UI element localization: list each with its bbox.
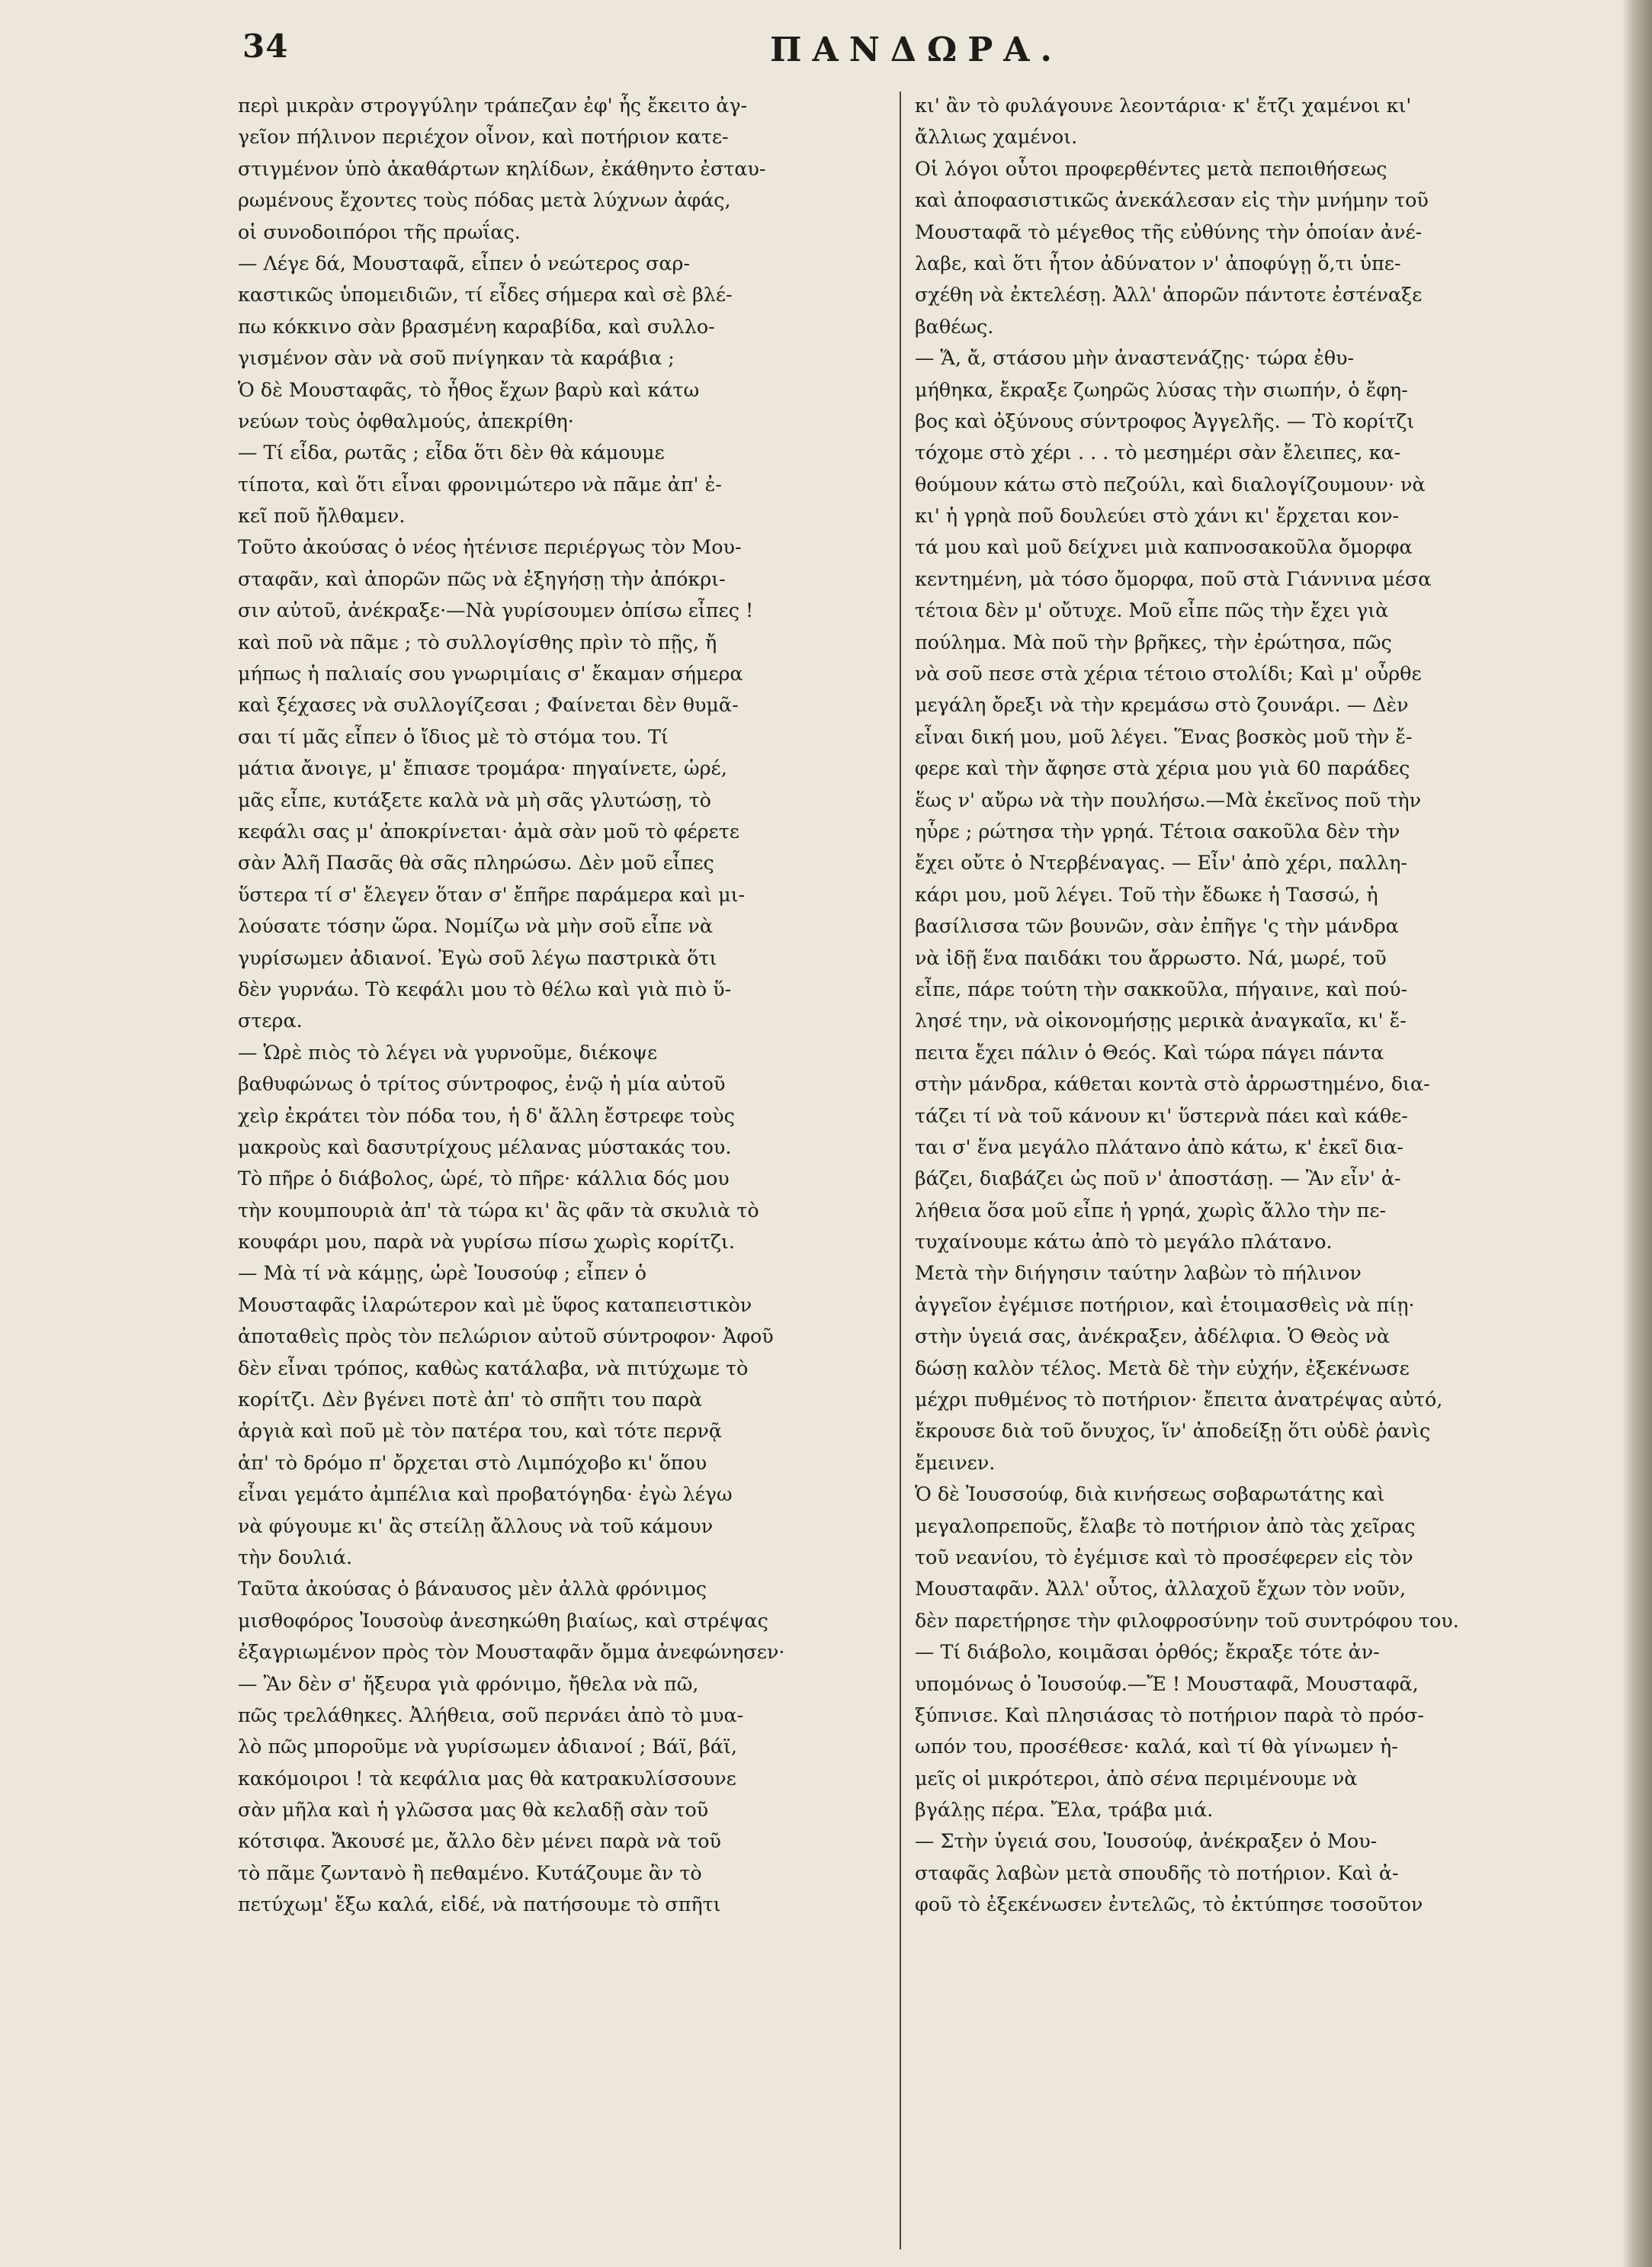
text-line: πῶς τρελάθηκες. Ἀλήθεια, σοῦ περνάει ἀπὸ τὸ μυα- bbox=[238, 1703, 744, 1726]
text-line: καὶ ποῦ νὰ πᾶμε ; τὸ συλλογίσθης πρὶν τὸ πῇς, ἤ bbox=[238, 630, 717, 653]
text-line: τέτοια δὲν μ' οὔτυχε. Μοῦ εἶπε πῶς τὴν ἔχει γιὰ bbox=[915, 599, 1389, 622]
text-line: εἶναι δική μου, μοῦ λέγει. Ἕνας βοσκὸς μοῦ τὴν ἔ- bbox=[915, 724, 1413, 748]
text-line: σαι τί μᾶς εἶπεν ὁ ἴδιος μὲ τὸ στόμα του. Τί bbox=[238, 724, 669, 748]
text-line: τόχομε στὸ χέρι . . . τὸ μεσημέρι σὰν ἔλειπες, κα- bbox=[915, 441, 1401, 464]
text-line: τὴν κουμπουριὰ ἀπ' τὰ τώρα κι' ἂς φᾶν τὰ σκυλιὰ τὸ bbox=[238, 1198, 759, 1222]
text-line: εἶναι γεμάτο ἀμπέλια καὶ προβατόγηδα· ἐγὼ λέγω bbox=[238, 1482, 733, 1506]
text-line: σχέθη νὰ ἐκτελέσῃ. Ἀλλ' ἀπορῶν πάντοτε ἐστέναξε bbox=[915, 283, 1423, 307]
text-line: λὸ πῶς μποροῦμε νὰ γυρίσωμεν ἀδιανοί ; Βάϊ, βάϊ, bbox=[238, 1735, 737, 1758]
text-line: καὶ ξέχασες νὰ συλλογίζεσαι ; Φαίνεται δὲν θυμᾶ- bbox=[238, 693, 739, 717]
text-line: — Τί εἶδα, ρωτᾶς ; εἶδα ὅτι δὲν θὰ κάμουμε bbox=[238, 441, 665, 464]
text-line: σιν αὐτοῦ, ἀνέκραξε·—Νὰ γυρίσουμεν ὀπίσω εἶπες ! bbox=[238, 599, 754, 622]
text-line: κεντημένη, μὰ τόσο ὄμορφα, ποῦ στὰ Γιάννινα μέσα bbox=[915, 567, 1432, 590]
running-head-title: ΠΑΝΔΩΡΑ. bbox=[770, 31, 1063, 69]
text-line: ἐξαγριωμένον πρὸς τὸν Μουσταφᾶν ὄμμα ἀνεφώνησεν· bbox=[238, 1640, 785, 1664]
page-edge-shadow bbox=[1622, 0, 1652, 2267]
text-line: γισμένον σὰν νὰ σοῦ πνίγηκαν τὰ καράβια ; bbox=[238, 346, 675, 370]
text-line: περὶ μικρὰν στρογγύλην τράπεζαν ἐφ' ἧς ἔκειτο ἀγ- bbox=[238, 94, 748, 117]
text-line: γεῖον πήλινον περιέχον οἶνον, καὶ ποτήριον κατε- bbox=[238, 125, 729, 149]
text-line: μᾶς εἶπε, κυτάξετε καλὰ νὰ μὴ σᾶς γλυτώσῃ, τὸ bbox=[238, 788, 711, 811]
text-line: στὴν μάνδρα, κάθεται κοντὰ στὸ ἀρρωστημένο, δια- bbox=[915, 1072, 1430, 1096]
text-line: — Ἂν δὲν σ' ἤξευρα γιὰ φρόνιμο, ἤθελα νὰ πῶ, bbox=[238, 1671, 699, 1695]
text-line: — Λέγε δά, Μουσταφᾶ, εἶπεν ὁ νεώτερος σαρ- bbox=[238, 251, 691, 275]
text-line: ἀπ' τὸ δρόμο π' ὄρχεται στὸ Λιμπόχοβο κι' ὅπου bbox=[238, 1450, 707, 1474]
text-line: ἔκρουσε διὰ τοῦ ὄνυχος, ἵν' ἀποδείξῃ ὅτι οὐδὲ ῥανὶς bbox=[915, 1419, 1431, 1443]
text-line: τίποτα, καὶ ὅτι εἶναι φρονιμώτερο νὰ πᾶμε ἀπ' ἐ- bbox=[238, 472, 722, 496]
text-line: ἔχει οὔτε ὁ Ντερβέναγας. — Εἶν' ἀπὸ χέρι, παλλη- bbox=[915, 851, 1407, 875]
text-line: στὴν ὑγειά σας, ἀνέκραξεν, ἀδέλφια. Ὁ Θεὸς νὰ bbox=[915, 1325, 1390, 1348]
column-divider bbox=[900, 92, 901, 2249]
text-line: ρωμένους ἔχοντες τοὺς πόδας μετὰ λύχνων ἀφάς, bbox=[238, 188, 731, 212]
text-line: μέχρι πυθμένος τὸ ποτήριον· ἔπειτα ἀνατρέψας αὐτό, bbox=[915, 1388, 1443, 1411]
text-line: λησέ την, νὰ οἰκονομήσῃς μερικὰ ἀναγκαῖα, κι' ἔ- bbox=[915, 1009, 1407, 1032]
text-line: φερε καὶ τὴν ἄφησε στὰ χέρια μου γιὰ 60 παράδες bbox=[915, 756, 1410, 780]
text-line: δώσῃ καλὸν τέλος. Μετὰ δὲ τὴν εὐχήν, ἐξεκένωσε bbox=[915, 1356, 1410, 1379]
text-line: λαβε, καὶ ὅτι ἦτον ἀδύνατον ν' ἀποφύγῃ ὅ,τι ὑπε- bbox=[915, 251, 1401, 275]
text-line: ται σ' ἕνα μεγάλο πλάτανο ἀπὸ κάτω, κ' ἐκεῖ δια- bbox=[915, 1135, 1403, 1158]
text-line: ὕστερα τί σ' ἔλεγεν ὅταν σ' ἔπῆρε παράμερα καὶ μι- bbox=[238, 882, 746, 906]
text-line: ἔμεινεν. bbox=[915, 1450, 996, 1474]
left-column bbox=[238, 90, 888, 1921]
text-line: πειτα ἔχει πάλιν ὁ Θεός. Καὶ τώρα πάγει πάντα bbox=[915, 1040, 1384, 1064]
text-line: κεῖ ποῦ ἤλθαμεν. bbox=[238, 504, 406, 528]
text-line: τά μου καὶ μοῦ δείχνει μιὰ καπνοσακοῦλα ὄμορφα bbox=[915, 535, 1413, 559]
page-number: 34 bbox=[242, 27, 289, 65]
text-line: τοῦ νεανίου, τὸ ἐγέμισε καὶ τὸ προσέφερεν εἰς τὸν bbox=[915, 1545, 1413, 1569]
text-line: ἀγγεῖον ἐγέμισε ποτήριον, καὶ ἑτοιμασθεὶς νὰ πίῃ· bbox=[915, 1292, 1415, 1316]
text-line: κι' ἡ γρηὰ ποῦ δουλεύει στὸ χάνι κι' ἔρχεται κον- bbox=[915, 504, 1400, 528]
text-line: Μουσταφᾶν. Ἀλλ' οὗτος, ἀλλαχοῦ ἔχων τὸν νοῦν, bbox=[915, 1577, 1407, 1601]
text-line: Τὸ πῆρε ὁ διάβολος, ὡρέ, τὸ πῆρε· κάλλια δός μου bbox=[238, 1167, 730, 1190]
text-line: εἶπε, πάρε τούτη τὴν σακκοῦλα, πήγαινε, καὶ πού- bbox=[915, 977, 1408, 1000]
text-line: — Μὰ τί νὰ κάμῃς, ὡρὲ Ἰουσούφ ; εἶπεν ὁ bbox=[238, 1261, 647, 1285]
text-line: στερα. bbox=[238, 1009, 303, 1032]
text-line: κεφάλι σας μ' ἀποκρίνεται· ἀμὰ σὰν μοῦ τὸ φέρετε bbox=[238, 819, 739, 843]
text-line: βάζει, διαβάζει ὡς ποῦ ν' ἀποστάσῃ. — Ἂν εἶν' ἀ- bbox=[915, 1167, 1401, 1190]
text-line: βασίλισσα τῶν βουνῶν, σὰν ἐπῆγε 'ς τὴν μάνδρα bbox=[915, 914, 1399, 938]
text-line: μάτια ἄνοιγε, μ' ἔπιασε τρομάρα· πηγαίνετε, ὡρέ, bbox=[238, 756, 727, 780]
text-line: μήπως ἡ παλιαίς σου γνωριμίαις σ' ἔκαμαν σήμερα bbox=[238, 662, 743, 686]
text-line: βγάλῃς πέρα. Ἔλα, τράβα μιά. bbox=[915, 1798, 1214, 1822]
text-line: υπομόνως ὁ Ἰουσούφ.—Ἔ ! Μουσταφᾶ, Μουσταφᾶ, bbox=[915, 1671, 1419, 1695]
text-line: ἀποταθεὶς πρὸς τὸν πελώριον αὐτοῦ σύντροφον· Ἀφοῦ bbox=[238, 1325, 774, 1348]
text-line: Μετὰ τὴν διήγησιν ταύτην λαβὼν τὸ πήλινον bbox=[915, 1261, 1362, 1285]
text-line: Τοῦτο ἀκούσας ὁ νέος ἠτένισε περιέργως τὸν Μου- bbox=[238, 535, 742, 559]
text-line: νὰ φύγουμε κι' ἂς στείλῃ ἄλλους νὰ τοῦ κάμουν bbox=[238, 1514, 714, 1537]
text-line: μήθηκα, ἔκραξε ζωηρῶς λύσας τὴν σιωπήν, ὁ ἔφη- bbox=[915, 377, 1408, 401]
text-line: σὰν μῆλα καὶ ἡ γλῶσσα μας θὰ κελαδῇ σὰν τοῦ bbox=[238, 1798, 709, 1822]
text-line: τὸ πᾶμε ζωντανὸ ἢ πεθαμένο. Κυτάζουμε ἂν τὸ bbox=[238, 1861, 702, 1884]
text-line: Ὁ δὲ Ἰουσσούφ, διὰ κινήσεως σοβαρωτάτης καὶ bbox=[915, 1482, 1385, 1506]
text-line: σὰν Ἀλῆ Πασᾶς θὰ σᾶς πληρώσω. Δὲν μοῦ εἶπες bbox=[238, 851, 714, 875]
text-line: οἱ συνοδοιπόροι τῆς πρωΐας. bbox=[238, 220, 521, 243]
text-line: — Ὡρὲ πιὸς τὸ λέγει νὰ γυρνοῦμε, διέκοψε bbox=[238, 1040, 658, 1064]
text-line: ἕως ν' αὔρω νὰ τὴν πουλήσω.—Μὰ ἐκεῖνος ποῦ τὴν bbox=[915, 788, 1422, 811]
text-line: λήθεια ὅσα μοῦ εἶπε ἡ γρηά, χωρὶς ἄλλο τὴν πε- bbox=[915, 1198, 1387, 1222]
text-line: πετύχωμ' ἔξω καλά, εἰδέ, νὰ πατήσουμε τὸ σπῆτι bbox=[238, 1893, 721, 1916]
text-line: βαθέως. bbox=[915, 314, 994, 338]
text-line: — Τί διάβολο, κοιμᾶσαι ὀρθός; ἔκραξε τότε ἀν- bbox=[915, 1640, 1380, 1664]
text-line: δὲν παρετήρησε τὴν φιλοφροσύνην τοῦ συντρόφου του. bbox=[915, 1608, 1459, 1632]
text-line: πούλημα. Μὰ ποῦ τὴν βρῆκες, τὴν ἐρώτησα, πῶς bbox=[915, 630, 1392, 653]
text-line: κουφάρι μου, παρὰ νὰ γυρίσω πίσω χωρὶς κορίτζι. bbox=[238, 1230, 735, 1254]
text-line: ξύπνισε. Καὶ πλησιάσας τὸ ποτήριον παρὰ τὸ πρόσ- bbox=[915, 1703, 1424, 1726]
text-line: κορίτζι. Δὲν βγένει ποτὲ ἀπ' τὸ σπῆτι του παρὰ bbox=[238, 1388, 703, 1411]
text-line: θούμουν κάτω στὸ πεζούλι, καὶ διαλογίζουμουν· νὰ bbox=[915, 472, 1426, 496]
text-line: λούσατε τόσην ὥρα. Νομίζω νὰ μὴν σοῦ εἶπε νὰ bbox=[238, 914, 713, 938]
text-line: σταφᾶς λαβὼν μετὰ σπουδῆς τὸ ποτήριον. Καὶ ἀ- bbox=[915, 1861, 1399, 1884]
text-line: Οἱ λόγοι οὗτοι προφερθέντες μετὰ πεποιθήσεως bbox=[915, 156, 1387, 180]
right-column bbox=[915, 90, 1570, 1921]
text-line: κάρι μου, μοῦ λέγει. Τοῦ τὴν ἔδωκε ἡ Τασσώ, ἡ bbox=[915, 882, 1378, 906]
text-line: τάζει τί νὰ τοῦ κάνουν κι' ὕστερνὰ πάει καὶ κάθε- bbox=[915, 1103, 1408, 1127]
text-line: βος καὶ ὀξύνους σύντροφος Ἀγγελῆς. — Τὸ κορίτζι bbox=[915, 409, 1415, 432]
text-line: νὰ ἰδῇ ἕνα παιδάκι του ἄρρωστο. Νά, μωρέ, τοῦ bbox=[915, 946, 1387, 969]
text-line: καστικῶς ὑπομειδιῶν, τί εἶδες σήμερα καὶ σὲ βλέ- bbox=[238, 283, 733, 307]
text-line: κακόμοιροι ! τὰ κεφάλια μας θὰ κατρακυλίσσουνε bbox=[238, 1766, 736, 1790]
text-line: χεὶρ ἐκράτει τὸν πόδα του, ἡ δ' ἄλλη ἔστρεφε τοὺς bbox=[238, 1103, 735, 1127]
text-line: ἀργιὰ καὶ ποῦ μὲ τὸν πατέρα του, καὶ τότε περνᾷ bbox=[238, 1419, 723, 1443]
text-line: ἄλλιως χαμένοι. bbox=[915, 125, 1078, 149]
text-line: μεγάλη ὄρεξι νὰ τὴν κρεμάσω στὸ ζουνάρι. — Δὲν bbox=[915, 693, 1409, 717]
text-line: δὲν γυρνάω. Τὸ κεφάλι μου τὸ θέλω καὶ γιὰ πιὸ ὕ- bbox=[238, 977, 732, 1000]
text-line: τὴν δουλιά. bbox=[238, 1545, 353, 1569]
text-line: Ὁ δὲ Μουσταφᾶς, τὸ ἦθος ἔχων βαρὺ καὶ κάτω bbox=[238, 377, 700, 401]
text-line: νεύων τοὺς ὀφθαλμούς, ἀπεκρίθη· bbox=[238, 409, 574, 432]
text-line: γυρίσωμεν ἀδιανοί. Ἐγὼ σοῦ λέγω παστρικὰ ὅτι bbox=[238, 946, 717, 969]
text-line: Μουσταφᾶ τὸ μέγεθος τῆς εὐθύνης τὴν ὁποίαν ἀνέ- bbox=[915, 220, 1423, 243]
text-line: — Στὴν ὑγειά σου, Ἰουσούφ, ἀνέκραξεν ὁ Μου- bbox=[915, 1829, 1378, 1853]
text-line: μισθοφόρος Ἰουσοὺφ ἀνεσηκώθη βιαίως, καὶ στρέψας bbox=[238, 1608, 768, 1632]
text-line: — Ἅ, ἄ, στάσου μὴν ἀναστενάζῃς· τώρα ἐθυ- bbox=[915, 346, 1355, 370]
text-line: στιγμένον ὑπὸ ἀκαθάρτων κηλίδων, ἐκάθηντο ἐσταυ- bbox=[238, 156, 766, 180]
text-line: κι' ἂν τὸ φυλάγουνε λεοντάρια· κ' ἔτζι χαμένοι κι' bbox=[915, 94, 1412, 117]
text-line: Μουσταφᾶς ἱλαρώτερον καὶ μὲ ὕφος καταπειστικὸν bbox=[238, 1292, 752, 1316]
text-line: σταφᾶν, καὶ ἀπορῶν πῶς νὰ ἐξηγήσῃ τὴν ἀπόκρι- bbox=[238, 567, 726, 590]
text-line: τυχαίνουμε κάτω ἀπὸ τὸ μεγάλο πλάτανο. bbox=[915, 1230, 1333, 1254]
text-line: νὰ σοῦ πεσε στὰ χέρια τέτοιο στολίδι; Καὶ μ' οὖρθε bbox=[915, 662, 1422, 686]
text-line: βαθυφώνως ὁ τρίτος σύντροφος, ἐνῷ ἡ μία αὐτοῦ bbox=[238, 1072, 726, 1096]
text-line: Ταῦτα ἀκούσας ὁ βάναυσος μὲν ἀλλὰ φρόνιμος bbox=[238, 1577, 707, 1601]
text-line: φοῦ τὸ ἐξεκένωσεν ἐντελῶς, τὸ ἐκτύπησε τοσοῦτον bbox=[915, 1893, 1423, 1916]
text-line: μεῖς οἱ μικρότεροι, ἀπὸ σένα περιμένουμε νὰ bbox=[915, 1766, 1358, 1790]
text-line: δὲν εἶναι τρόπος, καθὼς κατάλαβα, νὰ πιτύχωμε τὸ bbox=[238, 1356, 749, 1379]
text-line: ηὗρε ; ρώτησα τὴν γρηά. Τέτοια σακοῦλα δὲν τὴν bbox=[915, 819, 1400, 843]
text-line: μεγαλοπρεποῦς, ἔλαβε τὸ ποτήριον ἀπὸ τὰς χεῖρας bbox=[915, 1514, 1416, 1537]
text-line: πω κόκκινο σὰν βρασμένη καραβίδα, καὶ συλλο- bbox=[238, 314, 715, 338]
text-line: κότσιφα. Ἄκουσέ με, ἄλλο δὲν μένει παρὰ νὰ τοῦ bbox=[238, 1829, 721, 1853]
text-line: ωπόν του, προσέθεσε· καλά, καὶ τί θὰ γίνωμεν ἡ- bbox=[915, 1735, 1398, 1758]
text-line: καὶ ἀποφασιστικῶς ἀνεκάλεσαν εἰς τὴν μνήμην τοῦ bbox=[915, 188, 1429, 212]
text-line: μακροὺς καὶ δασυτρίχους μέλανας μύστακάς του. bbox=[238, 1135, 732, 1158]
